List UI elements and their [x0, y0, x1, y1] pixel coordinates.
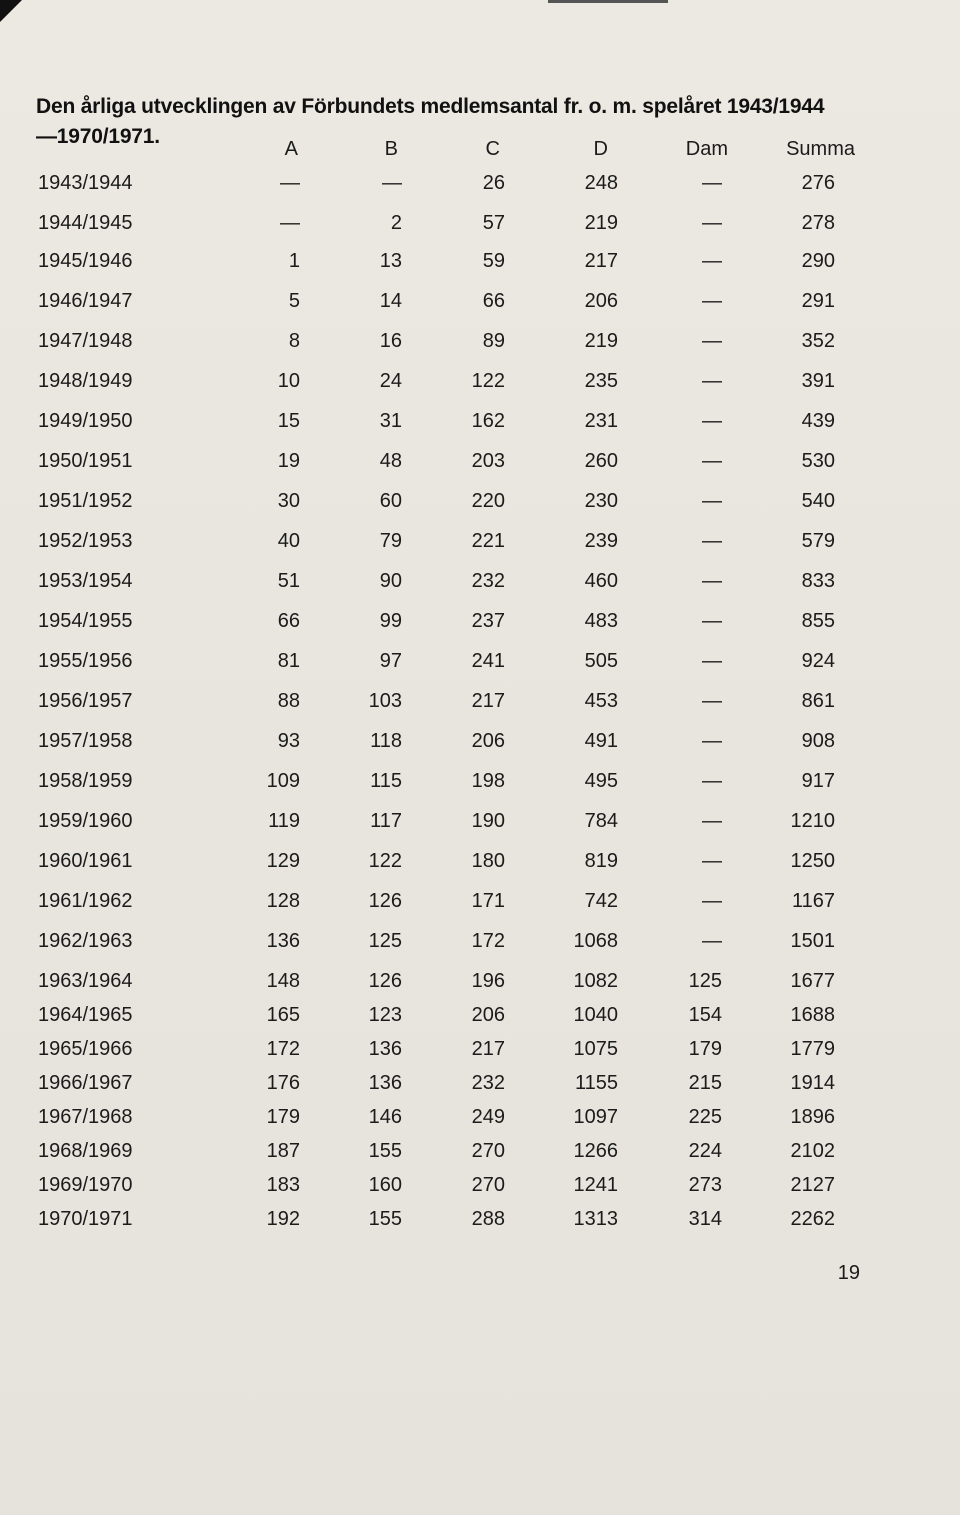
- table-row: [0, 1174, 960, 1206]
- cell-year: 1959/1960: [38, 810, 133, 832]
- cell-a: 165: [266, 1004, 300, 1026]
- cell-year: 1948/1949: [38, 370, 133, 392]
- cell-b: 123: [368, 1004, 402, 1026]
- cell-c: 180: [471, 850, 505, 872]
- heading-line-1: Den årliga utvecklingen av Förbundets medlemsantal fr. o. m. spelåret 1943/1944: [36, 95, 825, 118]
- cell-d: 1082: [573, 970, 618, 992]
- cell-d: 1068: [573, 930, 618, 952]
- cell-a: 1: [288, 250, 300, 272]
- table-row: [0, 970, 960, 1002]
- cell-c: 237: [471, 610, 505, 632]
- cell-summa: 276: [801, 172, 835, 194]
- cell-summa: 1896: [790, 1106, 835, 1128]
- cell-year: 1947/1948: [38, 330, 133, 352]
- cell-a: 119: [268, 810, 300, 832]
- cell-a: 19: [277, 450, 300, 472]
- table-row: [0, 690, 960, 722]
- cell-a: 51: [277, 570, 300, 592]
- cell-dam: 314: [688, 1208, 722, 1230]
- cell-d: 1155: [574, 1072, 618, 1094]
- column-header-d: D: [593, 138, 608, 160]
- cell-dam: —: [702, 690, 722, 712]
- table-row: [0, 610, 960, 642]
- cell-b: 117: [370, 810, 402, 832]
- cell-d: 483: [584, 610, 618, 632]
- cell-summa: 579: [801, 530, 835, 552]
- table-row: [0, 1106, 960, 1138]
- cell-a: 183: [266, 1174, 300, 1196]
- cell-a: 81: [277, 650, 300, 672]
- cell-b: 126: [368, 970, 402, 992]
- cell-year: 1970/1971: [38, 1208, 133, 1230]
- cell-dam: 125: [688, 970, 722, 992]
- corner-mark: [0, 0, 22, 22]
- cell-b: 2: [390, 212, 402, 234]
- cell-year: 1969/1970: [38, 1174, 133, 1196]
- cell-summa: 908: [801, 730, 835, 752]
- cell-summa: 833: [801, 570, 835, 592]
- table-row: [0, 570, 960, 602]
- cell-b: 13: [379, 250, 402, 272]
- cell-c: 122: [471, 370, 505, 392]
- cell-b: 155: [368, 1140, 402, 1162]
- table-row: [0, 1140, 960, 1172]
- cell-d: 219: [584, 330, 618, 352]
- table-row: [0, 730, 960, 762]
- cell-c: 26: [482, 172, 505, 194]
- cell-a: 192: [266, 1208, 300, 1230]
- cell-c: 249: [471, 1106, 505, 1128]
- cell-year: 1958/1959: [38, 770, 133, 792]
- cell-d: 1241: [573, 1174, 618, 1196]
- cell-c: 232: [471, 570, 505, 592]
- cell-summa: 1167: [791, 890, 835, 912]
- cell-year: 1945/1946: [38, 250, 133, 272]
- column-header-a: A: [284, 138, 298, 160]
- cell-dam: —: [702, 650, 722, 672]
- cell-a: 93: [277, 730, 300, 752]
- cell-a: —: [280, 172, 300, 194]
- cell-a: 5: [288, 290, 300, 312]
- cell-a: —: [280, 212, 300, 234]
- cell-dam: —: [702, 530, 722, 552]
- cell-b: 24: [379, 370, 402, 392]
- table-row: [0, 1004, 960, 1036]
- cell-a: 30: [277, 490, 300, 512]
- cell-b: 48: [379, 450, 402, 472]
- cell-b: 90: [379, 570, 402, 592]
- cell-d: 819: [584, 850, 618, 872]
- cell-c: 241: [471, 650, 505, 672]
- cell-a: 172: [266, 1038, 300, 1060]
- cell-b: —: [382, 172, 402, 194]
- cell-d: 230: [584, 490, 618, 512]
- table-row: [0, 810, 960, 842]
- cell-year: 1949/1950: [38, 410, 133, 432]
- cell-year: 1955/1956: [38, 650, 133, 672]
- cell-b: 118: [370, 730, 402, 752]
- cell-summa: 1779: [790, 1038, 835, 1060]
- cell-b: 122: [368, 850, 402, 872]
- cell-year: 1943/1944: [38, 172, 133, 194]
- cell-b: 14: [379, 290, 402, 312]
- column-header-summa: Summa: [786, 138, 855, 160]
- page-number: 19: [837, 1262, 860, 1284]
- table-row: [0, 850, 960, 882]
- cell-d: 260: [584, 450, 618, 472]
- table-row: [0, 890, 960, 922]
- cell-d: 231: [584, 410, 618, 432]
- cell-a: 176: [266, 1072, 300, 1094]
- cell-c: 57: [482, 212, 505, 234]
- cell-c: 198: [471, 770, 505, 792]
- cell-summa: 1250: [790, 850, 835, 872]
- cell-dam: —: [702, 570, 722, 592]
- cell-c: 220: [471, 490, 505, 512]
- cell-dam: 225: [688, 1106, 722, 1128]
- cell-summa: 530: [801, 450, 835, 472]
- cell-b: 155: [368, 1208, 402, 1230]
- cell-summa: 1210: [790, 810, 835, 832]
- cell-b: 115: [370, 770, 402, 792]
- cell-c: 196: [471, 970, 505, 992]
- cell-year: 1964/1965: [38, 1004, 133, 1026]
- cell-a: 148: [266, 970, 300, 992]
- cell-summa: 855: [801, 610, 835, 632]
- table-row: [0, 650, 960, 682]
- table-row: [0, 450, 960, 482]
- table-row: [0, 410, 960, 442]
- cell-c: 270: [471, 1174, 505, 1196]
- cell-b: 160: [368, 1174, 402, 1196]
- cell-c: 59: [482, 250, 505, 272]
- cell-a: 40: [277, 530, 300, 552]
- cell-c: 270: [471, 1140, 505, 1162]
- cell-dam: —: [702, 410, 722, 432]
- cell-dam: —: [702, 770, 722, 792]
- heading-line-2: —1970/1971.: [36, 125, 160, 148]
- cell-dam: —: [702, 450, 722, 472]
- cell-year: 1968/1969: [38, 1140, 133, 1162]
- cell-summa: 2262: [790, 1208, 835, 1230]
- cell-dam: —: [702, 890, 722, 912]
- cell-summa: 1688: [790, 1004, 835, 1026]
- table-row: [0, 250, 960, 282]
- cell-d: 206: [584, 290, 618, 312]
- cell-dam: 224: [688, 1140, 722, 1162]
- cell-dam: 154: [688, 1004, 722, 1026]
- cell-b: 31: [379, 410, 402, 432]
- cell-a: 88: [277, 690, 300, 712]
- table-row: [0, 212, 960, 244]
- cell-dam: —: [702, 810, 722, 832]
- cell-summa: 1677: [790, 970, 835, 992]
- cell-summa: 540: [801, 490, 835, 512]
- cell-a: 8: [288, 330, 300, 352]
- cell-year: 1950/1951: [38, 450, 133, 472]
- cell-dam: —: [702, 730, 722, 752]
- cell-dam: —: [702, 490, 722, 512]
- cell-dam: —: [702, 212, 722, 234]
- cell-summa: 924: [801, 650, 835, 672]
- cell-d: 1097: [573, 1106, 618, 1128]
- cell-dam: —: [702, 610, 722, 632]
- cell-year: 1956/1957: [38, 690, 133, 712]
- cell-dam: —: [702, 370, 722, 392]
- cell-dam: 179: [688, 1038, 722, 1060]
- cell-d: 495: [584, 770, 618, 792]
- cell-summa: 1501: [790, 930, 835, 952]
- cell-year: 1953/1954: [38, 570, 133, 592]
- cell-d: 219: [584, 212, 618, 234]
- cell-d: 217: [584, 250, 618, 272]
- cell-d: 248: [584, 172, 618, 194]
- cell-a: 179: [266, 1106, 300, 1128]
- cell-summa: 290: [801, 250, 835, 272]
- cell-year: 1946/1947: [38, 290, 133, 312]
- cell-a: 15: [277, 410, 300, 432]
- cell-c: 89: [482, 330, 505, 352]
- cell-dam: —: [702, 930, 722, 952]
- cell-d: 742: [584, 890, 618, 912]
- top-rule: [548, 0, 668, 3]
- cell-dam: —: [702, 250, 722, 272]
- cell-a: 109: [266, 770, 300, 792]
- cell-c: 217: [471, 1038, 505, 1060]
- cell-dam: 273: [688, 1174, 722, 1196]
- cell-d: 1040: [573, 1004, 618, 1026]
- cell-b: 103: [368, 690, 402, 712]
- cell-a: 129: [266, 850, 300, 872]
- cell-b: 146: [368, 1106, 402, 1128]
- column-header-c: C: [485, 138, 500, 160]
- table-row: [0, 1208, 960, 1240]
- cell-c: 66: [482, 290, 505, 312]
- cell-c: 288: [471, 1208, 505, 1230]
- cell-d: 784: [584, 810, 618, 832]
- cell-year: 1954/1955: [38, 610, 133, 632]
- table-row: [0, 530, 960, 562]
- cell-year: 1965/1966: [38, 1038, 133, 1060]
- cell-year: 1966/1967: [38, 1072, 133, 1094]
- cell-summa: 1914: [790, 1072, 835, 1094]
- cell-year: 1967/1968: [38, 1106, 133, 1128]
- cell-b: 97: [379, 650, 402, 672]
- cell-year: 1963/1964: [38, 970, 133, 992]
- cell-c: 206: [471, 1004, 505, 1026]
- cell-summa: 2127: [790, 1174, 835, 1196]
- cell-a: 10: [277, 370, 300, 392]
- cell-d: 460: [584, 570, 618, 592]
- cell-b: 60: [379, 490, 402, 512]
- table-row: [0, 290, 960, 322]
- cell-dam: —: [702, 172, 722, 194]
- cell-d: 235: [584, 370, 618, 392]
- cell-dam: 215: [688, 1072, 722, 1094]
- cell-d: 491: [584, 730, 618, 752]
- cell-c: 217: [471, 690, 505, 712]
- cell-c: 206: [471, 730, 505, 752]
- cell-d: 1075: [573, 1038, 618, 1060]
- cell-year: 1944/1945: [38, 212, 133, 234]
- cell-b: 126: [368, 890, 402, 912]
- cell-dam: —: [702, 290, 722, 312]
- table-row: [0, 1038, 960, 1070]
- cell-d: 453: [584, 690, 618, 712]
- cell-year: 1957/1958: [38, 730, 133, 752]
- cell-year: 1951/1952: [38, 490, 133, 512]
- cell-year: 1960/1961: [38, 850, 133, 872]
- column-header-dam: Dam: [685, 138, 728, 160]
- cell-year: 1962/1963: [38, 930, 133, 952]
- cell-c: 232: [471, 1072, 505, 1094]
- cell-summa: 352: [801, 330, 835, 352]
- cell-b: 79: [379, 530, 402, 552]
- cell-c: 190: [471, 810, 505, 832]
- cell-d: 1313: [573, 1208, 618, 1230]
- cell-b: 16: [379, 330, 402, 352]
- cell-summa: 439: [801, 410, 835, 432]
- cell-dam: —: [702, 330, 722, 352]
- cell-year: 1952/1953: [38, 530, 133, 552]
- cell-summa: 861: [801, 690, 835, 712]
- table-row: [0, 1072, 960, 1104]
- cell-summa: 291: [801, 290, 835, 312]
- table-row: [0, 172, 960, 204]
- cell-b: 125: [368, 930, 402, 952]
- cell-c: 172: [471, 930, 505, 952]
- cell-c: 171: [471, 890, 505, 912]
- cell-b: 136: [368, 1072, 402, 1094]
- cell-summa: 278: [801, 212, 835, 234]
- cell-b: 136: [368, 1038, 402, 1060]
- table-row: [0, 330, 960, 362]
- cell-c: 221: [471, 530, 505, 552]
- table-row: [0, 930, 960, 962]
- cell-a: 187: [266, 1140, 300, 1162]
- cell-year: 1961/1962: [38, 890, 133, 912]
- cell-dam: —: [702, 850, 722, 872]
- cell-a: 66: [277, 610, 300, 632]
- cell-a: 136: [266, 930, 300, 952]
- cell-d: 239: [584, 530, 618, 552]
- cell-b: 99: [379, 610, 402, 632]
- column-header-b: B: [384, 138, 398, 160]
- table-row: [0, 370, 960, 402]
- table-row: [0, 770, 960, 802]
- cell-d: 1266: [573, 1140, 618, 1162]
- cell-summa: 2102: [790, 1140, 835, 1162]
- table-row: [0, 490, 960, 522]
- cell-summa: 917: [801, 770, 835, 792]
- cell-c: 162: [471, 410, 505, 432]
- cell-d: 505: [584, 650, 618, 672]
- cell-a: 128: [266, 890, 300, 912]
- cell-summa: 391: [801, 370, 835, 392]
- cell-c: 203: [471, 450, 505, 472]
